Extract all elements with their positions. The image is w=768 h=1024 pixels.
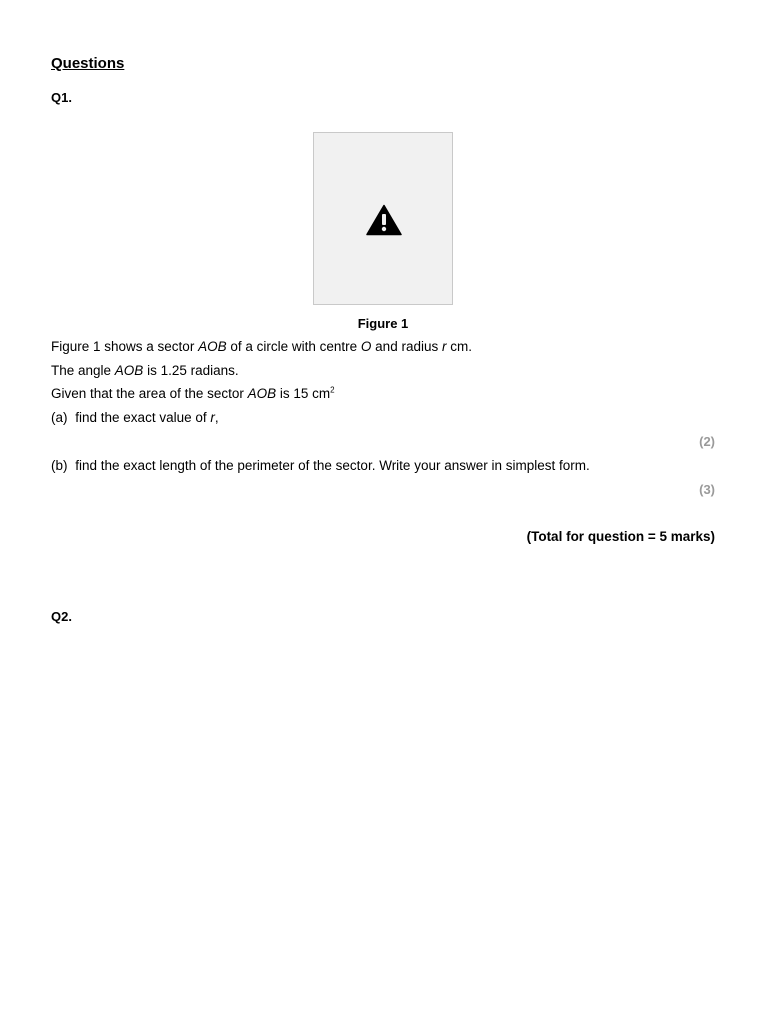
- question-page: [51, 0, 715, 1024]
- page-heading: Questions: [51, 55, 125, 72]
- question-text-line-2: The angle AOB is 1.25 radians.: [51, 363, 239, 378]
- question-total-marks: (Total for question = 5 marks): [526, 529, 715, 544]
- part-b-marks: (3): [699, 482, 715, 497]
- part-b-label: (b): [51, 458, 68, 473]
- question-text-line-3: Given that the area of the sector AOB is 15 $cm^2$: [51, 385, 335, 401]
- part-a-text: (a) find the exact value of r,: [51, 410, 219, 425]
- warning-triangle-icon: [366, 204, 402, 236]
- part-a-label: (a): [51, 410, 68, 425]
- part-b-text: (b) find the exact length of the perimeter of the sector. Write your answer in simplest form.: [51, 458, 590, 473]
- part-a-marks: (2): [699, 434, 715, 449]
- question-1-label: Q1.: [51, 90, 72, 105]
- question-text-line-1: Figure 1 shows a sector AOB of a circle with centre O and radius r cm.: [51, 339, 472, 354]
- question-2-label: Q2.: [51, 609, 72, 624]
- figure-1-placeholder: [313, 132, 453, 305]
- figure-caption: Figure 1: [357, 316, 409, 331]
